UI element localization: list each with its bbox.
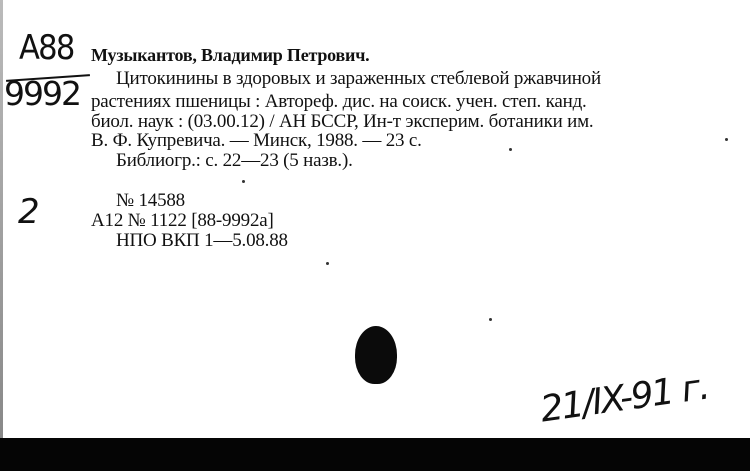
card-edge: [0, 0, 3, 440]
description-line-4: В. Ф. Купревича. — Минск, 1988. — 23 с.: [91, 130, 422, 151]
handwritten-date: 21/IX-91 г.: [537, 366, 711, 431]
speck: [326, 262, 329, 265]
bibliography-line: Библиогр.: с. 22—23 (5 назв.).: [116, 150, 353, 171]
accession-number: А12 № 1122 [88-9992а]: [91, 210, 274, 231]
punch-hole: [355, 326, 397, 384]
speck: [725, 138, 728, 141]
description-line-3: биол. наук : (03.00.12) / АН БССР, Ин-т эксперим. ботаники им.: [91, 111, 594, 132]
printer-line: НПО ВКП 1—5.08.88: [116, 230, 288, 251]
speck: [509, 148, 512, 151]
shelf-mark-bottom: 9992: [4, 74, 80, 113]
inventory-number: № 14588: [116, 190, 185, 211]
scan-bottom-edge: [0, 438, 750, 471]
description-line-2: растениях пшеницы : Автореф. дис. на соиск. учен. степ. канд.: [91, 91, 587, 112]
author-heading: Музыкантов, Владимир Петрович.: [91, 45, 370, 65]
speck: [242, 180, 245, 183]
shelf-mark-top: A88: [19, 28, 74, 68]
description-line-1: Цитокинины в здоровых и зараженных стеблевой ржавчиной: [116, 68, 601, 89]
speck: [489, 318, 492, 321]
handwritten-number: 2: [18, 192, 40, 232]
